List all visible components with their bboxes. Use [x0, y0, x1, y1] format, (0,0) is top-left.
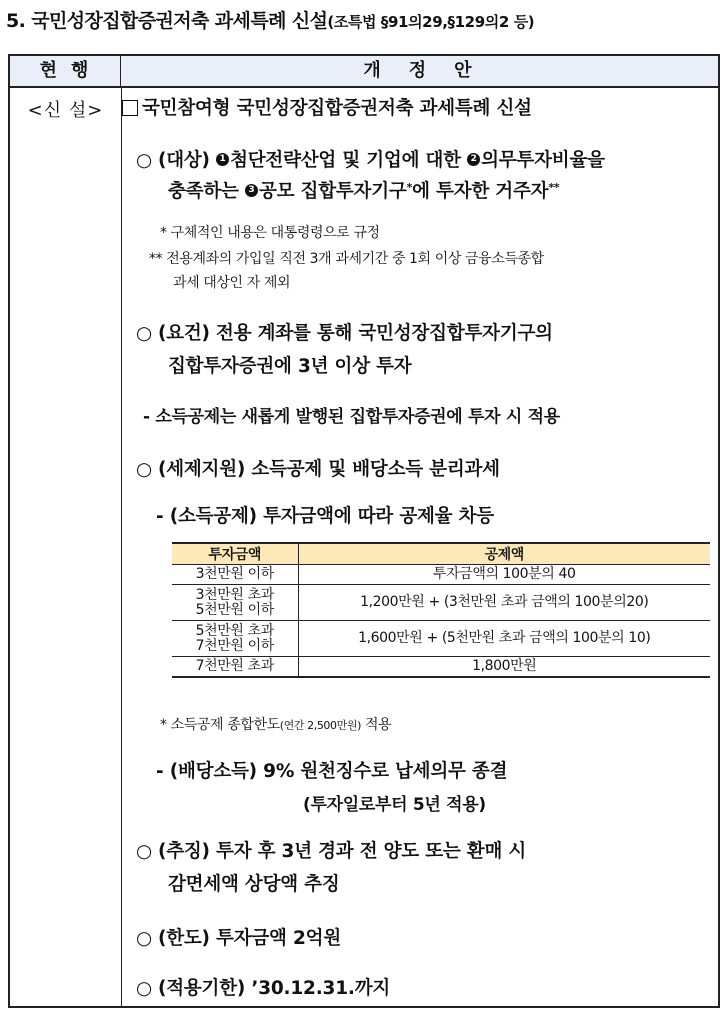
- footnote-mark-2: **: [548, 181, 560, 194]
- requirement-line-1: ○ (요건) 전용 계좌를 통해 국민성장집합투자기구의: [136, 323, 553, 344]
- table-row: [172, 657, 710, 677]
- target-line-2: 충족하는 3 공모 집합투자기구*에 투자한 거주자**: [168, 181, 560, 202]
- deduction-table-header: [172, 543, 710, 565]
- footnote-mark-1: *: [406, 181, 413, 194]
- current-cell-new: <신 설>: [27, 100, 104, 121]
- target-note-2-cont: 과세 대상인 자 제외: [173, 275, 291, 291]
- deduction-table: [172, 542, 710, 678]
- amount-cell: 3천만원 이하: [172, 565, 298, 585]
- deduction-cell: 1,200만원 + (3천만원 초과 금액의 100분의20): [298, 585, 710, 621]
- circle-bullet-icon: ○: [136, 841, 152, 862]
- table-row: [172, 621, 710, 657]
- page-title: [6, 6, 534, 33]
- title-main: 5. 국민성장집합증권저축 과세특례 신설: [6, 10, 328, 32]
- column-divider: [121, 88, 122, 1008]
- table-header-row: [10, 56, 718, 88]
- limit-note: * 소득공제 종합한도(연간 2,500만원) 적용: [160, 717, 392, 733]
- support-line: ○ (세제지원) 소득공제 및 배당소득 분리과세: [136, 459, 500, 480]
- circle-bullet-icon: ○: [136, 150, 152, 171]
- target-note-2: ** 전용계좌의 가입일 직전 3개 과세기간 중 1회 이상 금융소득종합: [149, 251, 544, 267]
- title-law-reference: (조특법 §91의29,§129의2 등): [327, 13, 535, 31]
- deduction-cell: 1,800만원: [298, 657, 710, 677]
- number-3-icon: 3: [245, 184, 258, 197]
- number-2-icon: 2: [467, 153, 480, 166]
- number-1-icon: 1: [216, 153, 229, 166]
- table-row: [172, 585, 710, 621]
- amount-cell: 5천만원 초과 7천만원 이하: [172, 621, 298, 657]
- checkbox-square-icon: [122, 100, 138, 116]
- deduction-line: - (소득공제) 투자금액에 따라 공제율 차등: [156, 506, 494, 527]
- circle-bullet-icon: ○: [136, 978, 152, 999]
- circle-bullet-icon: ○: [136, 459, 152, 480]
- col-header-amount: 투자금액: [172, 543, 298, 565]
- amount-cell: 3천만원 초과 5천만원 이하: [172, 585, 298, 621]
- table-row: [172, 565, 710, 585]
- circle-bullet-icon: ○: [136, 323, 152, 344]
- recapture-line-1: ○ (추징) 투자 후 3년 경과 전 양도 또는 환매 시: [136, 841, 527, 862]
- cap-line: ○ (한도) 투자금액 2억원: [136, 928, 341, 949]
- requirement-line-2: 집합투자증권에 3년 이상 투자: [168, 356, 412, 377]
- amount-cell: 7천만원 초과: [172, 657, 298, 677]
- dividend-line-1: - (배당소득) 9% 원천징수로 납세의무 종결: [156, 761, 508, 782]
- section-heading: 국민참여형 국민성장집합증권저축 과세특례 신설: [122, 94, 532, 120]
- requirement-dash: - 소득공제는 새롭게 발행된 집합투자증권에 투자 시 적용: [143, 407, 560, 427]
- target-line-1: ○ (대상) 1 첨단전략산업 및 기업에 대한 2 의무투자비율을: [136, 150, 605, 171]
- header-current: 현행: [10, 56, 121, 86]
- circle-bullet-icon: ○: [136, 928, 152, 949]
- col-header-deduction: 공제액: [298, 543, 710, 565]
- recapture-line-2: 감면세액 상당액 추징: [168, 874, 340, 895]
- target-note-1: * 구체적인 내용은 대통령령으로 규정: [160, 225, 380, 241]
- header-proposed: 개정안: [363, 60, 500, 81]
- deduction-cell: 투자금액의 100분의 40: [298, 565, 710, 585]
- dividend-line-2: (투자일로부터 5년 적용): [303, 795, 486, 815]
- deduction-cell: 1,600만원 + (5천만원 초과 금액의 100분의 10): [298, 621, 710, 657]
- period-line: ○ (적용기한) ’30.12.31.까지: [136, 978, 391, 999]
